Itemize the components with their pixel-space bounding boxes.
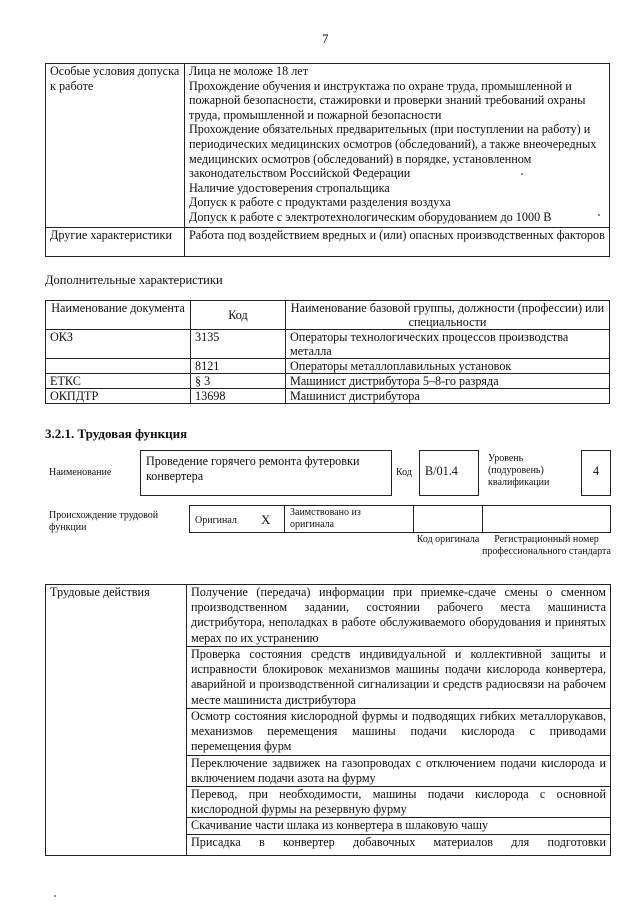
origin-code-box — [413, 505, 483, 533]
function-name-box — [140, 450, 392, 496]
actions-table — [45, 584, 611, 856]
condition-item: Допуск к работе с продуктами разделения воздуха — [189, 195, 451, 210]
additional-table — [45, 300, 610, 404]
other-value: Работа под воздействием вредных и (или) опасных производственных факторов — [185, 228, 610, 257]
table-header-row — [46, 301, 610, 330]
function-name-label: Наименование — [49, 467, 112, 478]
cell-code: § 3 — [191, 374, 286, 389]
origin-reg-box — [482, 505, 611, 533]
scan-speck — [521, 173, 523, 175]
action-item: Получение (передача) информации при приемке-сдаче смены о сменном производственном задании, состоянии рабочего места машиниста дистрибутора, неполадках в работе обслуживаемого оборудования и принятых мерах по их устранению — [187, 585, 611, 647]
actions-label: Трудовые действия — [46, 585, 187, 856]
cell-doc: ОКПДТР — [46, 389, 191, 404]
other-row — [46, 228, 610, 257]
cell-code: 8121 — [191, 359, 286, 374]
action-item: Проверка состояния средств индивидуальной и коллективной защиты и исправности блокировок механизмов машины подачи кислорода конвертера, аварийной и производственной сигнализации и средств радиосвязи на рабочем месте машиниста дистрибутора — [187, 647, 611, 709]
header-group-name: Наименование базовой группы, должности (профессии) или специальности — [286, 301, 610, 330]
condition-item: Прохождение обязательных предварительных (при поступлении на работу) и периодических медицинских осмотров (обследований), а также внеочередных медицинских осмотров (обследований) в порядке, установленном законодательством Российской Федерации — [189, 122, 597, 181]
level-label: Уровень (подуровень) квалификации — [488, 453, 550, 488]
condition-item: Допуск к работе с электротехнологическим оборудованием до 1000 В — [189, 209, 552, 224]
level-value: 4 — [592, 464, 600, 478]
function-code-label: Код — [396, 467, 412, 478]
header-doc-name: Наименование документа — [46, 301, 191, 330]
cell-doc: ЕТКС — [46, 374, 191, 389]
scan-speck — [54, 895, 56, 897]
cell-name: Операторы технологических процессов производства металла — [286, 330, 610, 359]
origin-label: Происхождение трудовой функции — [49, 510, 159, 533]
code-caption: Код оригинала — [416, 534, 480, 545]
other-label: Другие характеристики — [46, 228, 185, 257]
original-label: Оригинал — [195, 515, 237, 526]
condition-item: Наличие удостоверения стропальщика — [189, 180, 390, 195]
action-item: Присадка в конвертер добавочных материалов для подготовки — [187, 834, 611, 855]
borrowed-label: Заимствовано из оригинала — [290, 507, 361, 530]
scan-speck — [598, 214, 600, 216]
conditions-items — [185, 64, 610, 228]
conditions-table — [45, 63, 610, 257]
cell-doc: ОКЗ — [46, 330, 191, 359]
header-code: Код — [191, 301, 286, 330]
cell-doc — [46, 359, 191, 374]
function-code-value: В/01.4 — [425, 464, 458, 478]
cell-name: Операторы металлоплавильных установок — [286, 359, 610, 374]
conditions-label: Особые условия допуска к работе — [46, 64, 185, 228]
conditions-row — [46, 64, 610, 228]
table-row — [46, 359, 610, 374]
section-title: 3.2.1. Трудовая функция — [45, 426, 188, 441]
function-name-value: Проведение горячего ремонта футеровки конвертера — [146, 454, 360, 483]
level-box — [581, 450, 611, 496]
action-row — [46, 585, 611, 647]
action-item: Переключение задвижек на газопроводах с отключением подачи кислорода и включением подачи азота на фурму — [187, 755, 611, 786]
table-row — [46, 389, 610, 404]
page-number: 7 — [322, 31, 329, 46]
condition-item: Прохождение обучения и инструктажа по охране труда, промышленной и пожарной безопасности, стажировки и проверки знаний требований охраны труда, промышленной и пожарной безопасности — [189, 78, 586, 122]
function-code-box — [419, 450, 479, 496]
reg-caption: Регистрационный номер профессионального стандарта — [482, 534, 611, 557]
table-row — [46, 374, 610, 389]
additional-title: Дополнительные характеристики — [45, 273, 223, 287]
action-item: Перевод, при необходимости, машины подачи кислорода с основной кислородной фурмы на резервную фурму — [187, 787, 611, 818]
cell-code: 13698 — [191, 389, 286, 404]
original-mark: X — [261, 512, 271, 527]
cell-name: Машинист дистрибутора — [286, 389, 610, 404]
cell-code: 3135 — [191, 330, 286, 359]
origin-borrowed-box — [284, 505, 414, 533]
table-row — [46, 330, 610, 359]
action-item: Осмотр состояния кислородной фурмы и подводящих гибких металлорукавов, механизмов перемещения машины подачи кислорода с приводами перемещения фурм — [187, 709, 611, 756]
condition-item: Лица не моложе 18 лет — [189, 64, 309, 78]
origin-original-box — [189, 505, 285, 533]
cell-name: Машинист дистрибутора 5–8-го разряда — [286, 374, 610, 389]
action-item: Скачивание части шлака из конвертера в шлаковую чашу — [187, 818, 611, 834]
